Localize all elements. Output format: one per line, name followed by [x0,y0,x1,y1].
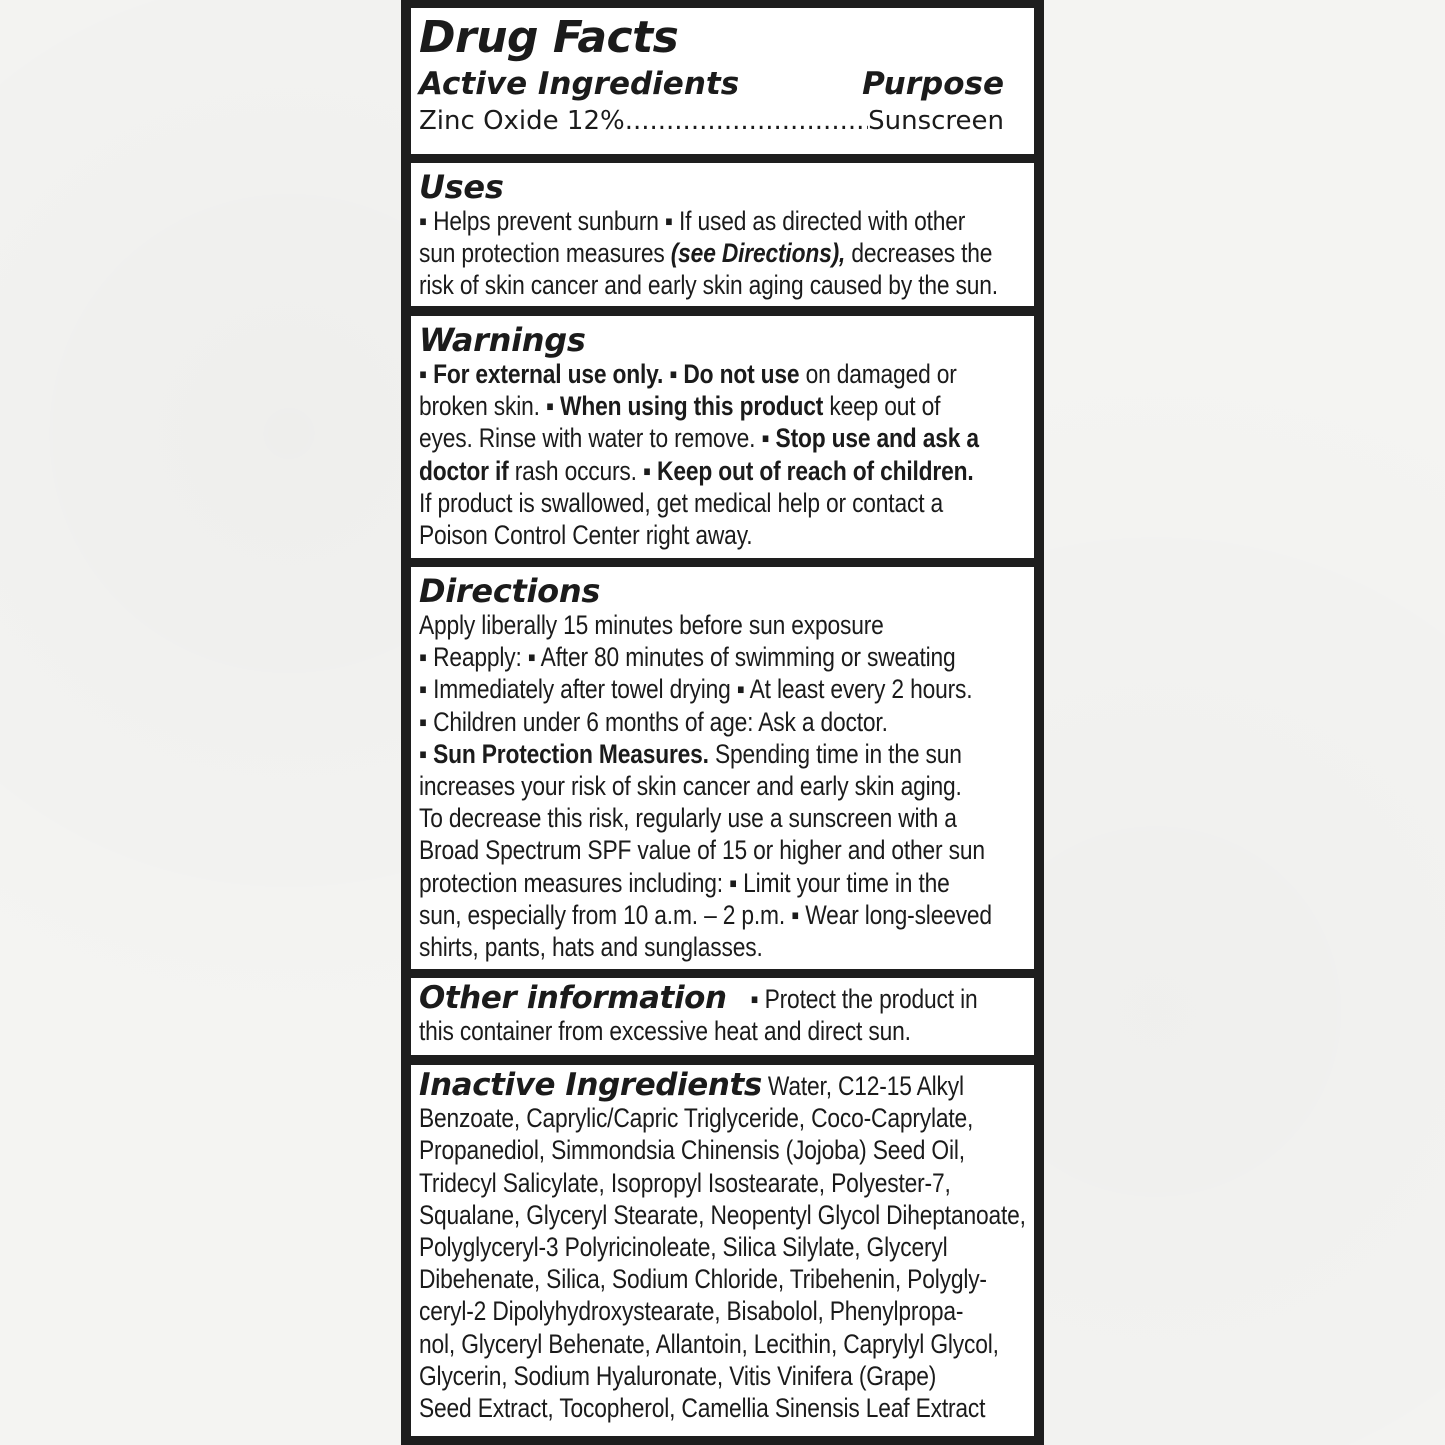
inactive-ingredients-line: Benzoate, Caprylic/Capric Triglyceride, Coco-Caprylate, [419,1103,974,1134]
warning-bold-fragment: ▪ Stop use and ask a [761,423,979,454]
directions-line: sun, especially from 10 a.m. – 2 p.m. ▪ Wear long-sleeved [419,899,992,930]
warning-bold-fragment: ▪ When using this product [545,391,824,422]
inactive-ingredients-line: Polyglyceryl-3 Polyricinoleate, Silica Silylate, Glyceryl [419,1232,948,1263]
uses-text-fragment: decreases the [845,238,993,269]
inactive-ingredients-heading: Inactive Ingredients [419,1067,762,1103]
inactive-ingredients-line [419,1069,1031,1102]
purpose-heading: Purpose [862,66,1004,102]
other-information-fragment: ▪ Protect the product in [744,984,978,1014]
dot-leader [625,104,868,138]
uses-section [411,163,1034,306]
other-information-heading: Other information [419,980,727,1016]
directions-section [411,567,1034,969]
warning-bold-fragment: ▪ Keep out of reach of children. [642,455,974,486]
directions-line: ▪ Reapply: ▪ After 80 minutes of swimming or sweating [419,642,956,673]
inactive-ingredients-line: Propanediol, Simmondsia Chinensis (Jojoba) Seed Oil, [419,1135,965,1166]
directions-line [419,738,1031,770]
warning-text-fragment: keep out of [823,391,941,422]
directions-line: increases your risk of skin cancer and early skin aging. [419,771,962,802]
warning-text-fragment: eyes. Rinse with water to remove. [419,423,762,454]
warning-bold-fragment: ▪ For external use only. ▪ Do not use [419,359,800,389]
see-directions-reference: (see Directions), [670,238,846,269]
directions-line: protection measures including: ▪ Limit your time in the [419,867,950,898]
directions-line: shirts, pants, hats and sunglasses. [419,932,763,963]
uses-text-fragment: sun protection measures [419,238,671,269]
warnings-heading: Warnings [419,321,586,359]
other-information-section [411,978,1034,1055]
warning-text-fragment: broken skin. [419,391,546,422]
active-ingredient-purpose: Sunscreen [868,106,1004,136]
warnings-line: Poison Control Center right away. [419,520,753,551]
warning-bold-fragment: doctor if [419,455,509,486]
drug-facts-header-section [411,8,1034,154]
active-ingredients-heading: Active Ingredients [419,66,740,102]
warning-text-fragment: on damaged or [799,359,957,389]
inactive-ingredients-line: Glycerin, Sodium Hyaluronate, Vitis Vinifera (Grape) [419,1360,937,1391]
directions-text-fragment: Spending time in the sun [708,738,962,769]
directions-line: Broad Spectrum SPF value of 15 or higher and other sun [419,835,985,866]
inactive-ingredients-section [411,1065,1034,1436]
warnings-line [419,390,1031,422]
warnings-text [419,358,1031,551]
active-ingredient-name: Zinc Oxide 12% [419,106,625,136]
inactive-ingredients-line: Tridecyl Salicylate, Isopropyl Isostearate, Polyester-7, [419,1167,951,1198]
warnings-section [411,316,1034,558]
directions-line: ▪ Children under 6 months of age: Ask a doctor. [419,706,888,737]
warnings-line [419,422,1031,454]
directions-line: To decrease this risk, regularly use a sunscreen with a [419,803,957,834]
inactive-ingredients-fragment: Water, C12-15 Alkyl [767,1071,964,1101]
warnings-line [419,455,1031,487]
sun-protection-measures-heading: ▪ Sun Protection Measures. [419,738,709,769]
active-ingredients-header-row [419,64,1028,104]
directions-heading: Directions [419,572,601,610]
active-ingredient-row [419,104,1028,138]
other-information-text [419,982,1031,1047]
directions-text [419,609,1031,963]
other-information-line: this container from excessive heat and direct sun. [419,1016,911,1047]
other-information-line [419,982,1031,1015]
warnings-line: If product is swallowed, get medical help or contact a [419,487,944,518]
drug-facts-panel [401,0,1044,1445]
inactive-ingredients-line: Squalane, Glyceryl Stearate, Neopentyl Glycol Diheptanoate, [419,1199,1026,1230]
warning-text-fragment: rash occurs. [508,455,643,486]
uses-line [419,237,1031,269]
uses-heading: Uses [419,168,504,206]
inactive-ingredients-line: Dibehenate, Silica, Sodium Chloride, Tribehenin, Polygly- [419,1264,987,1295]
inactive-ingredients-text [419,1069,1031,1424]
directions-line: ▪ Immediately after towel drying ▪ At least every 2 hours. [419,674,973,705]
uses-text [419,205,1031,302]
inactive-ingredients-line: nol, Glyceryl Behenate, Allantoin, Lecithin, Caprylyl Glycol, [419,1328,999,1359]
drug-facts-title: Drug Facts [419,12,679,63]
warnings-line [419,358,1031,390]
directions-line: Apply liberally 15 minutes before sun exposure [419,610,884,640]
uses-line: risk of skin cancer and early skin aging caused by the sun. [419,270,998,301]
uses-line: ▪ Helps prevent sunburn ▪ If used as directed with other [419,206,966,236]
inactive-ingredients-line: Seed Extract, Tocopherol, Camellia Sinensis Leaf Extract [419,1393,986,1424]
inactive-ingredients-line: ceryl-2 Dipolyhydroxystearate, Bisabolol, Phenylpropa- [419,1296,964,1327]
